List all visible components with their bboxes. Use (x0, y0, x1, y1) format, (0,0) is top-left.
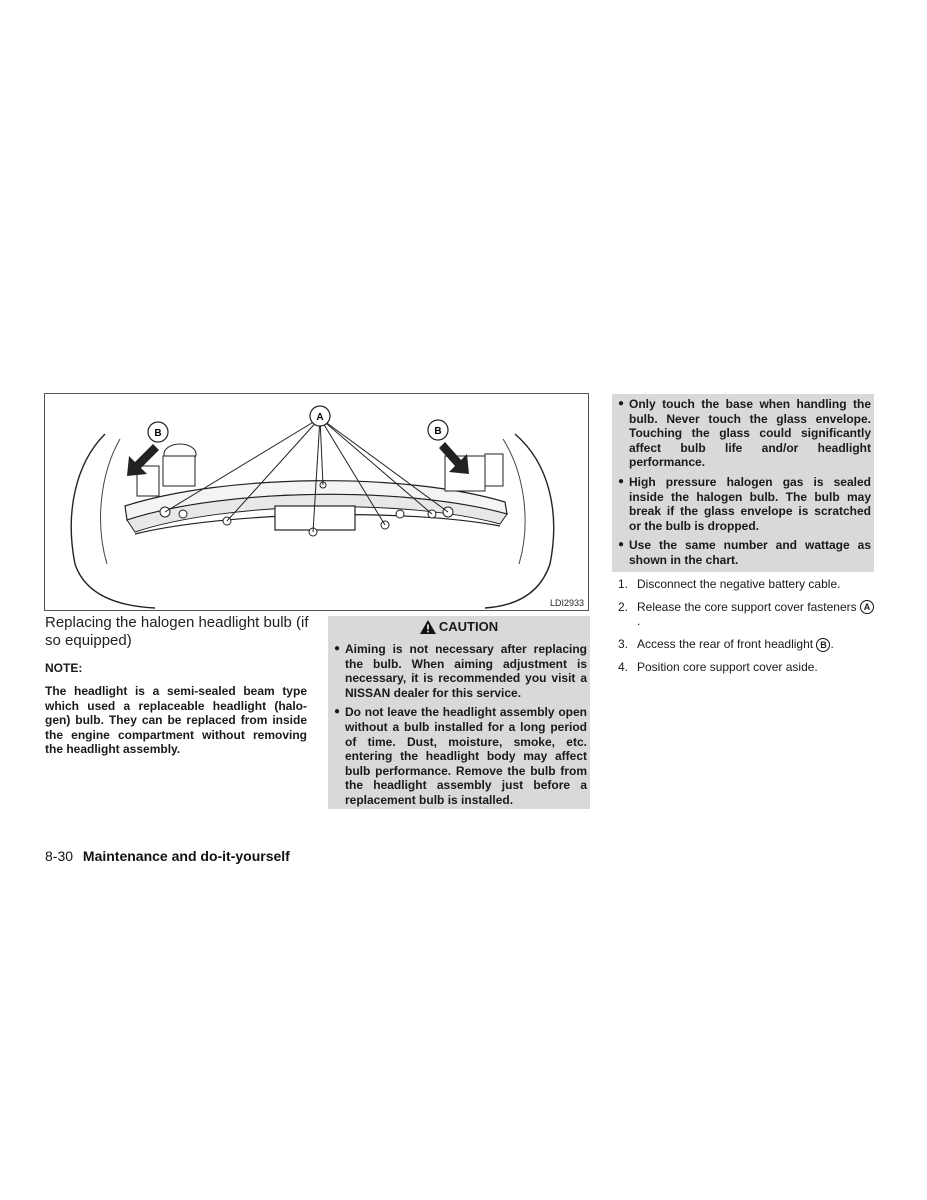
callout-ref-a: A (860, 600, 874, 614)
step-number: 4. (618, 659, 629, 674)
page-footer (45, 848, 290, 864)
note-body: The headlight is a semi-sealed beam type which used a replaceable headlight (halo-gen) bulb. They can be replaced from inside the engine compartment without removing the headlight assembly. (45, 684, 307, 757)
step-item (618, 577, 874, 592)
headlight-illustration (44, 393, 589, 611)
callout-a-label: A (316, 412, 324, 423)
bullet-icon: ● (618, 539, 625, 551)
step-text: Release the core support cover fasteners (637, 599, 857, 614)
bullet-icon: ● (618, 475, 625, 487)
step-number: 3. (618, 637, 629, 652)
warning-item: ● Only touch the base when handling the bulb. Never touch the glass envelope. Touching the glass could significantly affect bulb life and/or headlight performance. (618, 397, 871, 470)
caution-item: ● Do not leave the headlight assembly open without a bulb installed for a long period of time. Dust, moisture, smoke, etc. entering the headlight body may affect bulb performance. Remove the bulb from the headlight assembly just before a replacement bulb is installed. (334, 705, 587, 807)
step-item: 3. Access the rear of front headlight B . (618, 637, 834, 652)
chapter-title: Maintenance and do-it-yourself (82, 848, 290, 864)
warning-item: ● High pressure halogen gas is sealed inside the halogen bulb. The bulb may break if the glass envelope is scratched or the bulb is dropped. (618, 474, 871, 533)
engine-bay-drawing (45, 394, 590, 612)
bullet-icon: ● (334, 643, 341, 654)
step-item: 2. Release the core support cover fasteners A. (618, 600, 874, 629)
section-title: Replacing the halogen headlight bulb (if so equipped) (45, 614, 309, 649)
page-number: 8-30 (45, 848, 74, 864)
warning-item: ● Use the same number and wattage as shown in the chart. (618, 538, 871, 567)
caution-title (328, 616, 590, 638)
step-text: Position core support cover aside. (637, 659, 818, 674)
procedure-steps (618, 577, 874, 682)
warnings-list (612, 397, 874, 568)
bullet-icon: ● (618, 398, 625, 409)
step-item (618, 660, 874, 675)
step-text: Disconnect the negative battery cable. (637, 577, 841, 591)
figure-code: LDI2933 (549, 598, 584, 608)
step-text: Access the rear of front headlight (637, 637, 814, 652)
callout-ref-b: B (816, 638, 830, 652)
bullet-icon: ● (334, 706, 341, 718)
caution-box (328, 616, 590, 809)
note-heading: NOTE: (45, 661, 83, 675)
step-number: 2. (618, 599, 629, 614)
warnings-box (612, 394, 874, 572)
callout-b-right-label: B (434, 426, 442, 437)
caution-item: ● Aiming is not necessary after replacing the bulb. When aiming adjustment is necessary, it is recommended you visit a NISSAN dealer for this service. (334, 642, 587, 700)
caution-label: CAUTION (438, 619, 499, 634)
step-number: 1. (618, 577, 629, 591)
warning-triangle-icon (420, 620, 436, 634)
caution-list (328, 642, 590, 808)
callout-b-left-label: B (154, 428, 162, 439)
